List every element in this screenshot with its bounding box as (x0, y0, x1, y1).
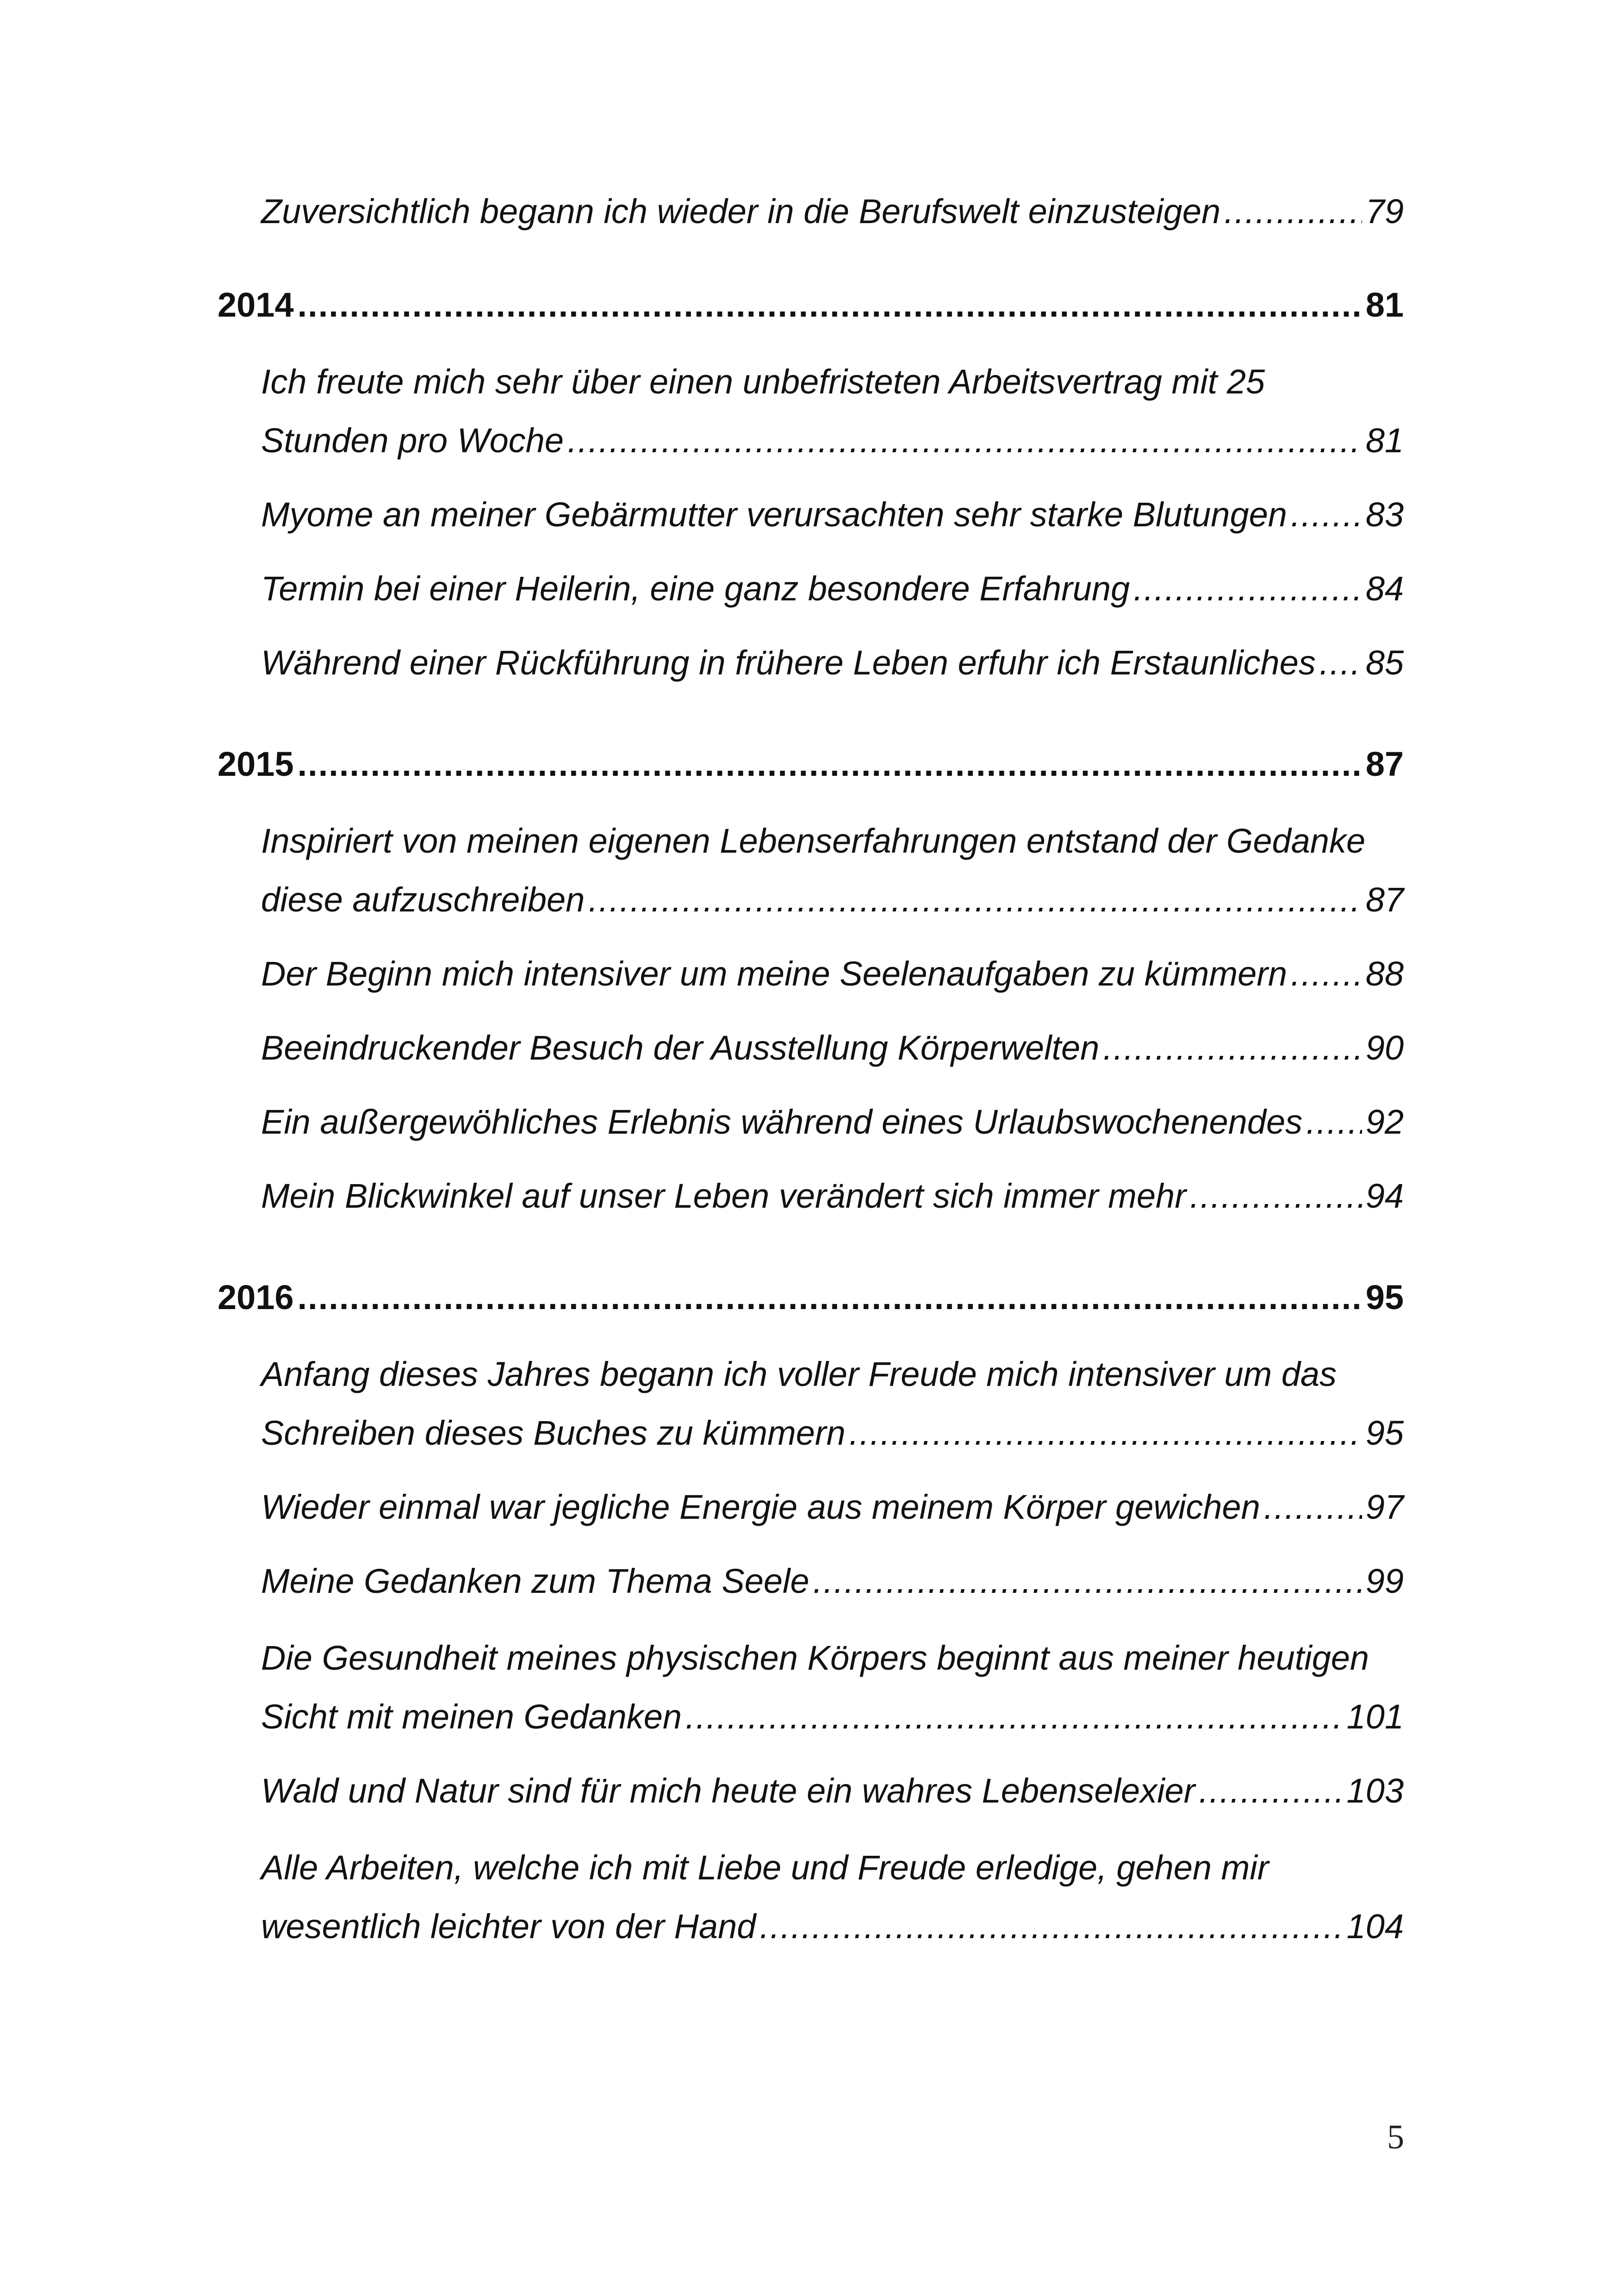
toc-entry-title-line: Ich freute mich sehr über einen unbefristeten Arbeitsvertrag mit 25 (261, 362, 1265, 401)
dot-leader (1224, 194, 1362, 229)
dot-leader (298, 1280, 1362, 1315)
toc-entry-title-line: Die Gesundheit meines physischen Körpers beginnt aus meiner heutigen (261, 1639, 1369, 1677)
toc-entry[interactable] (261, 362, 1404, 458)
toc-entry[interactable] (261, 1105, 1404, 1139)
dot-leader (298, 288, 1362, 322)
toc-entry-title: Zuversichtlich begann ich wieder in die Berufswelt einzusteigen (261, 192, 1221, 231)
toc-entry-title: Termin bei einer Heilerin, eine ganz besondere Erfahrung (261, 569, 1130, 608)
toc-entry-title: diese aufzuschreiben (261, 880, 585, 919)
dot-leader (1199, 1774, 1343, 1808)
dot-leader (298, 747, 1362, 781)
toc-entry-page: 88 (1365, 955, 1404, 993)
toc-section-page: 87 (1365, 745, 1404, 783)
dot-leader (759, 1909, 1343, 1944)
dot-leader (1264, 1490, 1362, 1524)
toc-entry[interactable] (261, 569, 1404, 608)
toc-entry-page: 85 (1365, 643, 1404, 682)
dot-leader (1291, 498, 1362, 532)
toc-entry-title: Beeindruckender Besuch der Ausstellung Körperwelten (261, 1029, 1100, 1067)
dot-leader (849, 1416, 1362, 1450)
toc-entry-page: 83 (1365, 495, 1404, 534)
toc-entry-title-line: Alle Arbeiten, welche ich mit Liebe und Freude erledige, gehen mir (261, 1848, 1269, 1887)
dot-leader (1291, 957, 1362, 991)
toc-entry-page: 103 (1346, 1772, 1404, 1810)
dot-leader (1319, 646, 1362, 680)
toc-entry-title: Meine Gedanken zum Thema Seele (261, 1562, 809, 1600)
toc-entry[interactable] (261, 1490, 1404, 1524)
toc-entry-page: 79 (1365, 192, 1404, 231)
dot-leader (1133, 572, 1362, 606)
toc-entry-title: Ein außergewöhliches Erlebnis während eines Urlaubswochenendes (261, 1103, 1303, 1141)
toc-entry-title: Sicht mit meinen Gedanken (261, 1697, 682, 1736)
toc-entry-page: 92 (1365, 1103, 1404, 1141)
dot-leader (685, 1700, 1343, 1734)
toc-entry[interactable] (261, 194, 1404, 229)
toc-entry-page: 87 (1365, 880, 1404, 919)
toc-section-2016[interactable] (218, 1280, 1404, 1315)
toc-entry-page: 94 (1365, 1177, 1404, 1215)
toc-entry[interactable] (261, 1031, 1404, 1065)
toc-entry-title: Schreiben dieses Buches zu kümmern (261, 1414, 846, 1452)
dot-leader (588, 883, 1362, 917)
toc-entry[interactable] (261, 821, 1404, 917)
dot-leader (813, 1564, 1362, 1598)
toc-entry-title: Mein Blickwinkel auf unser Leben verändert sich immer mehr (261, 1177, 1186, 1215)
toc-entry-title: Während einer Rückführung in frühere Leben erfuhr ich Erstaunliches (261, 643, 1316, 682)
dot-leader (567, 424, 1362, 458)
toc-section-year: 2016 (218, 1278, 294, 1316)
toc-entry-title-line: Anfang dieses Jahres begann ich voller Freude mich intensiver um das (261, 1355, 1337, 1393)
toc-entry-title: Der Beginn mich intensiver um meine Seelenaufgaben zu kümmern (261, 955, 1288, 993)
toc-section-2014[interactable] (218, 288, 1404, 322)
toc-section-page: 95 (1365, 1278, 1404, 1316)
toc-entry-page: 95 (1365, 1414, 1404, 1452)
dot-leader (1306, 1105, 1362, 1139)
toc-entry[interactable] (261, 1354, 1404, 1450)
toc-entry[interactable] (261, 1564, 1404, 1598)
toc-entry[interactable] (261, 1774, 1404, 1808)
toc-section-page: 81 (1365, 286, 1404, 324)
page-number: 5 (1387, 2118, 1404, 2156)
toc-entry-page: 84 (1365, 569, 1404, 608)
toc-entry-title: Wieder einmal war jegliche Energie aus meinem Körper gewichen (261, 1488, 1260, 1526)
toc-entry-page: 90 (1365, 1029, 1404, 1067)
table-of-contents (218, 194, 1404, 1984)
toc-entry-title: Wald und Natur sind für mich heute ein wahres Lebenselexier (261, 1772, 1195, 1810)
toc-entry-title: Stunden pro Woche (261, 421, 564, 460)
toc-entry[interactable] (261, 1179, 1404, 1213)
toc-section-2015[interactable] (218, 747, 1404, 781)
dot-leader (1190, 1179, 1362, 1213)
toc-entry[interactable] (261, 643, 1404, 682)
toc-entry-page: 101 (1346, 1697, 1404, 1736)
toc-entry-page: 99 (1365, 1562, 1404, 1600)
toc-entry[interactable] (261, 1848, 1404, 1944)
toc-entry[interactable] (261, 957, 1404, 991)
toc-entry-page: 104 (1346, 1907, 1404, 1946)
toc-entry[interactable] (261, 1638, 1404, 1734)
toc-entry[interactable] (261, 495, 1404, 534)
toc-section-year: 2015 (218, 745, 294, 783)
toc-entry-page: 81 (1365, 421, 1404, 460)
toc-entry-page: 97 (1365, 1488, 1404, 1526)
toc-entry-title: wesentlich leichter von der Hand (261, 1907, 756, 1946)
toc-section-year: 2014 (218, 286, 294, 324)
dot-leader (1103, 1031, 1362, 1065)
toc-entry-title: Myome an meiner Gebärmutter verursachten sehr starke Blutungen (261, 495, 1287, 534)
toc-entry-title-line: Inspiriert von meinen eigenen Lebenserfahrungen entstand der Gedanke (261, 822, 1366, 860)
